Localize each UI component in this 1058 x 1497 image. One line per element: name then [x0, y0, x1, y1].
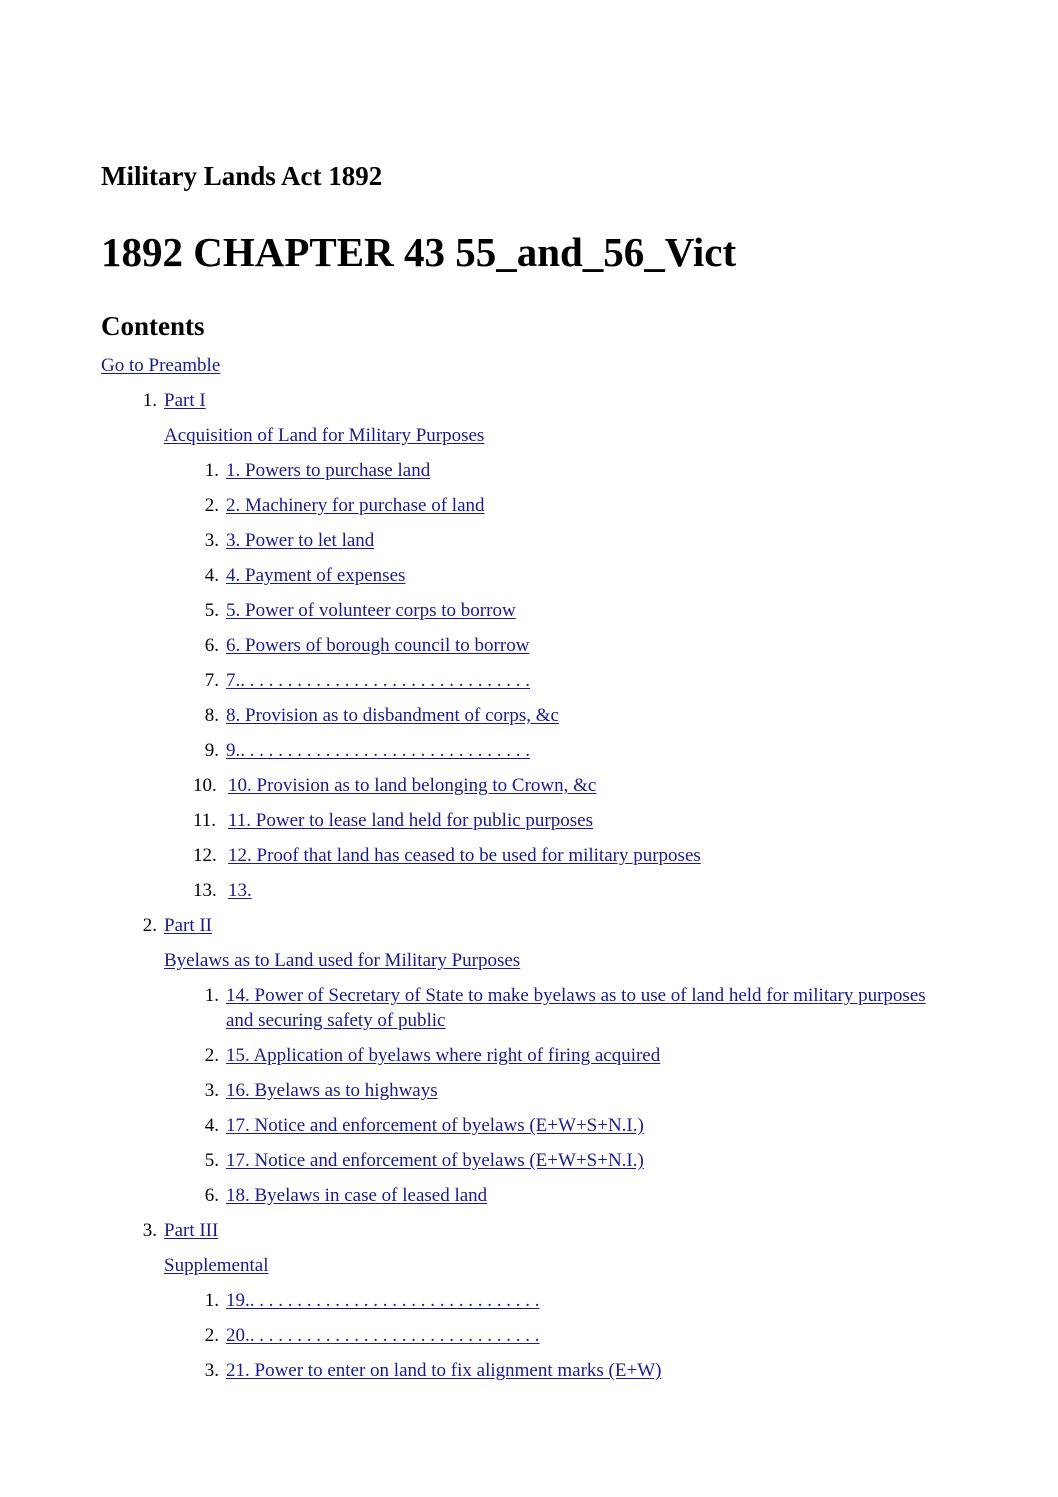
- section-link[interactable]: 14. Power of Secretary of State to make byelaws as to use of land held for military purposes and securing safety of public: [226, 985, 926, 1031]
- section-number: 5.: [204, 1150, 219, 1171]
- section-number: 6.: [204, 1185, 219, 1206]
- section-row: [101, 1078, 981, 1103]
- section-row: [101, 983, 981, 1033]
- section-row: [101, 1358, 981, 1383]
- section-link[interactable]: 1. Powers to purchase land: [226, 460, 431, 481]
- section-link[interactable]: 6. Powers of borough council to borrow: [226, 635, 530, 656]
- part-link[interactable]: Part I: [164, 390, 206, 411]
- section-number: 12.: [193, 845, 217, 866]
- section-link[interactable]: 9.. . . . . . . . . . . . . . . . . . . . . . . . . . . . . . .: [226, 740, 530, 761]
- section-number: 2.: [204, 1045, 219, 1066]
- section-number: 1.: [204, 985, 219, 1006]
- part-number: 1.: [142, 390, 157, 411]
- part-heading-link[interactable]: Supplemental: [164, 1255, 269, 1276]
- part-heading-link[interactable]: Byelaws as to Land used for Military Purposes: [164, 950, 521, 971]
- part-heading-row: [101, 423, 981, 448]
- document-page: [101, 158, 981, 1383]
- section-number: 11.: [193, 810, 217, 831]
- part-heading-row: [101, 948, 981, 973]
- section-link[interactable]: 5. Power of volunteer corps to borrow: [226, 600, 516, 621]
- section-link[interactable]: 7.. . . . . . . . . . . . . . . . . . . . . . . . . . . . . . .: [226, 670, 530, 691]
- section-link[interactable]: 17. Notice and enforcement of byelaws (E+W+S+N.I.): [226, 1150, 644, 1171]
- section-row: [101, 773, 981, 798]
- section-number: 3.: [204, 1080, 219, 1101]
- section-row: [101, 843, 981, 868]
- section-link[interactable]: 8. Provision as to disbandment of corps, &c: [226, 705, 559, 726]
- contents-heading: Contents: [101, 311, 205, 341]
- preamble-row: [101, 353, 981, 378]
- part-heading-row: [101, 1253, 981, 1278]
- section-link[interactable]: 19.. . . . . . . . . . . . . . . . . . . . . . . . . . . . . . .: [226, 1290, 540, 1311]
- section-number: 4.: [204, 1115, 219, 1136]
- preamble-link[interactable]: Go to Preamble: [101, 355, 221, 376]
- section-number: 4.: [204, 565, 219, 586]
- section-link[interactable]: 13.: [228, 880, 252, 901]
- section-number: 13.: [193, 880, 217, 901]
- part-row: [101, 1218, 981, 1243]
- section-row: [101, 1183, 981, 1208]
- section-number: 3.: [204, 1360, 219, 1381]
- section-link[interactable]: 18. Byelaws in case of leased land: [226, 1185, 488, 1206]
- section-row: [101, 703, 981, 728]
- part-row: [101, 913, 981, 938]
- section-link[interactable]: 17. Notice and enforcement of byelaws (E+W+S+N.I.): [226, 1115, 644, 1136]
- table-of-contents: [101, 388, 981, 1383]
- section-link[interactable]: 21. Power to enter on land to fix alignment marks (E+W): [226, 1360, 662, 1381]
- section-link[interactable]: 2. Machinery for purchase of land: [226, 495, 485, 516]
- section-link[interactable]: 16. Byelaws as to highways: [226, 1080, 438, 1101]
- section-number: 6.: [204, 635, 219, 656]
- section-number: 1.: [204, 460, 219, 481]
- act-title: Military Lands Act 1892: [101, 161, 383, 191]
- part-row: [101, 388, 981, 413]
- section-row: [101, 458, 981, 483]
- section-link[interactable]: 4. Payment of expenses: [226, 565, 406, 586]
- section-number: 7.: [204, 670, 219, 691]
- section-number: 8.: [204, 705, 219, 726]
- section-number: 3.: [204, 530, 219, 551]
- section-number: 9.: [204, 740, 219, 761]
- section-row: [101, 1148, 981, 1173]
- part-heading-link[interactable]: Acquisition of Land for Military Purposes: [164, 425, 485, 446]
- section-number: 2.: [204, 1325, 219, 1346]
- section-number: 2.: [204, 495, 219, 516]
- part-number: 2.: [142, 915, 157, 936]
- section-row: [101, 668, 981, 693]
- section-link[interactable]: 20.. . . . . . . . . . . . . . . . . . . . . . . . . . . . . . .: [226, 1325, 540, 1346]
- section-link[interactable]: 11. Power to lease land held for public purposes: [228, 810, 593, 831]
- part-link[interactable]: Part III: [164, 1220, 219, 1241]
- section-link[interactable]: 15. Application of byelaws where right of firing acquired: [226, 1045, 661, 1066]
- section-row: [101, 878, 981, 903]
- section-row: [101, 1288, 981, 1313]
- part-number: 3.: [142, 1220, 157, 1241]
- section-link[interactable]: 10. Provision as to land belonging to Crown, &c: [228, 775, 597, 796]
- section-row: [101, 563, 981, 588]
- section-number: 1.: [204, 1290, 219, 1311]
- chapter-heading: 1892 CHAPTER 43 55_and_56_Vict: [101, 229, 737, 275]
- section-row: [101, 1323, 981, 1348]
- section-number: 5.: [204, 600, 219, 621]
- section-row: [101, 738, 981, 763]
- section-link[interactable]: 3. Power to let land: [226, 530, 375, 551]
- section-row: [101, 528, 981, 553]
- section-link[interactable]: 12. Proof that land has ceased to be used for military purposes: [228, 845, 701, 866]
- section-row: [101, 493, 981, 518]
- section-row: [101, 808, 981, 833]
- part-link[interactable]: Part II: [164, 915, 213, 936]
- section-row: [101, 633, 981, 658]
- section-row: [101, 1113, 981, 1138]
- section-row: [101, 1043, 981, 1068]
- section-number: 10.: [193, 775, 217, 796]
- section-row: [101, 598, 981, 623]
